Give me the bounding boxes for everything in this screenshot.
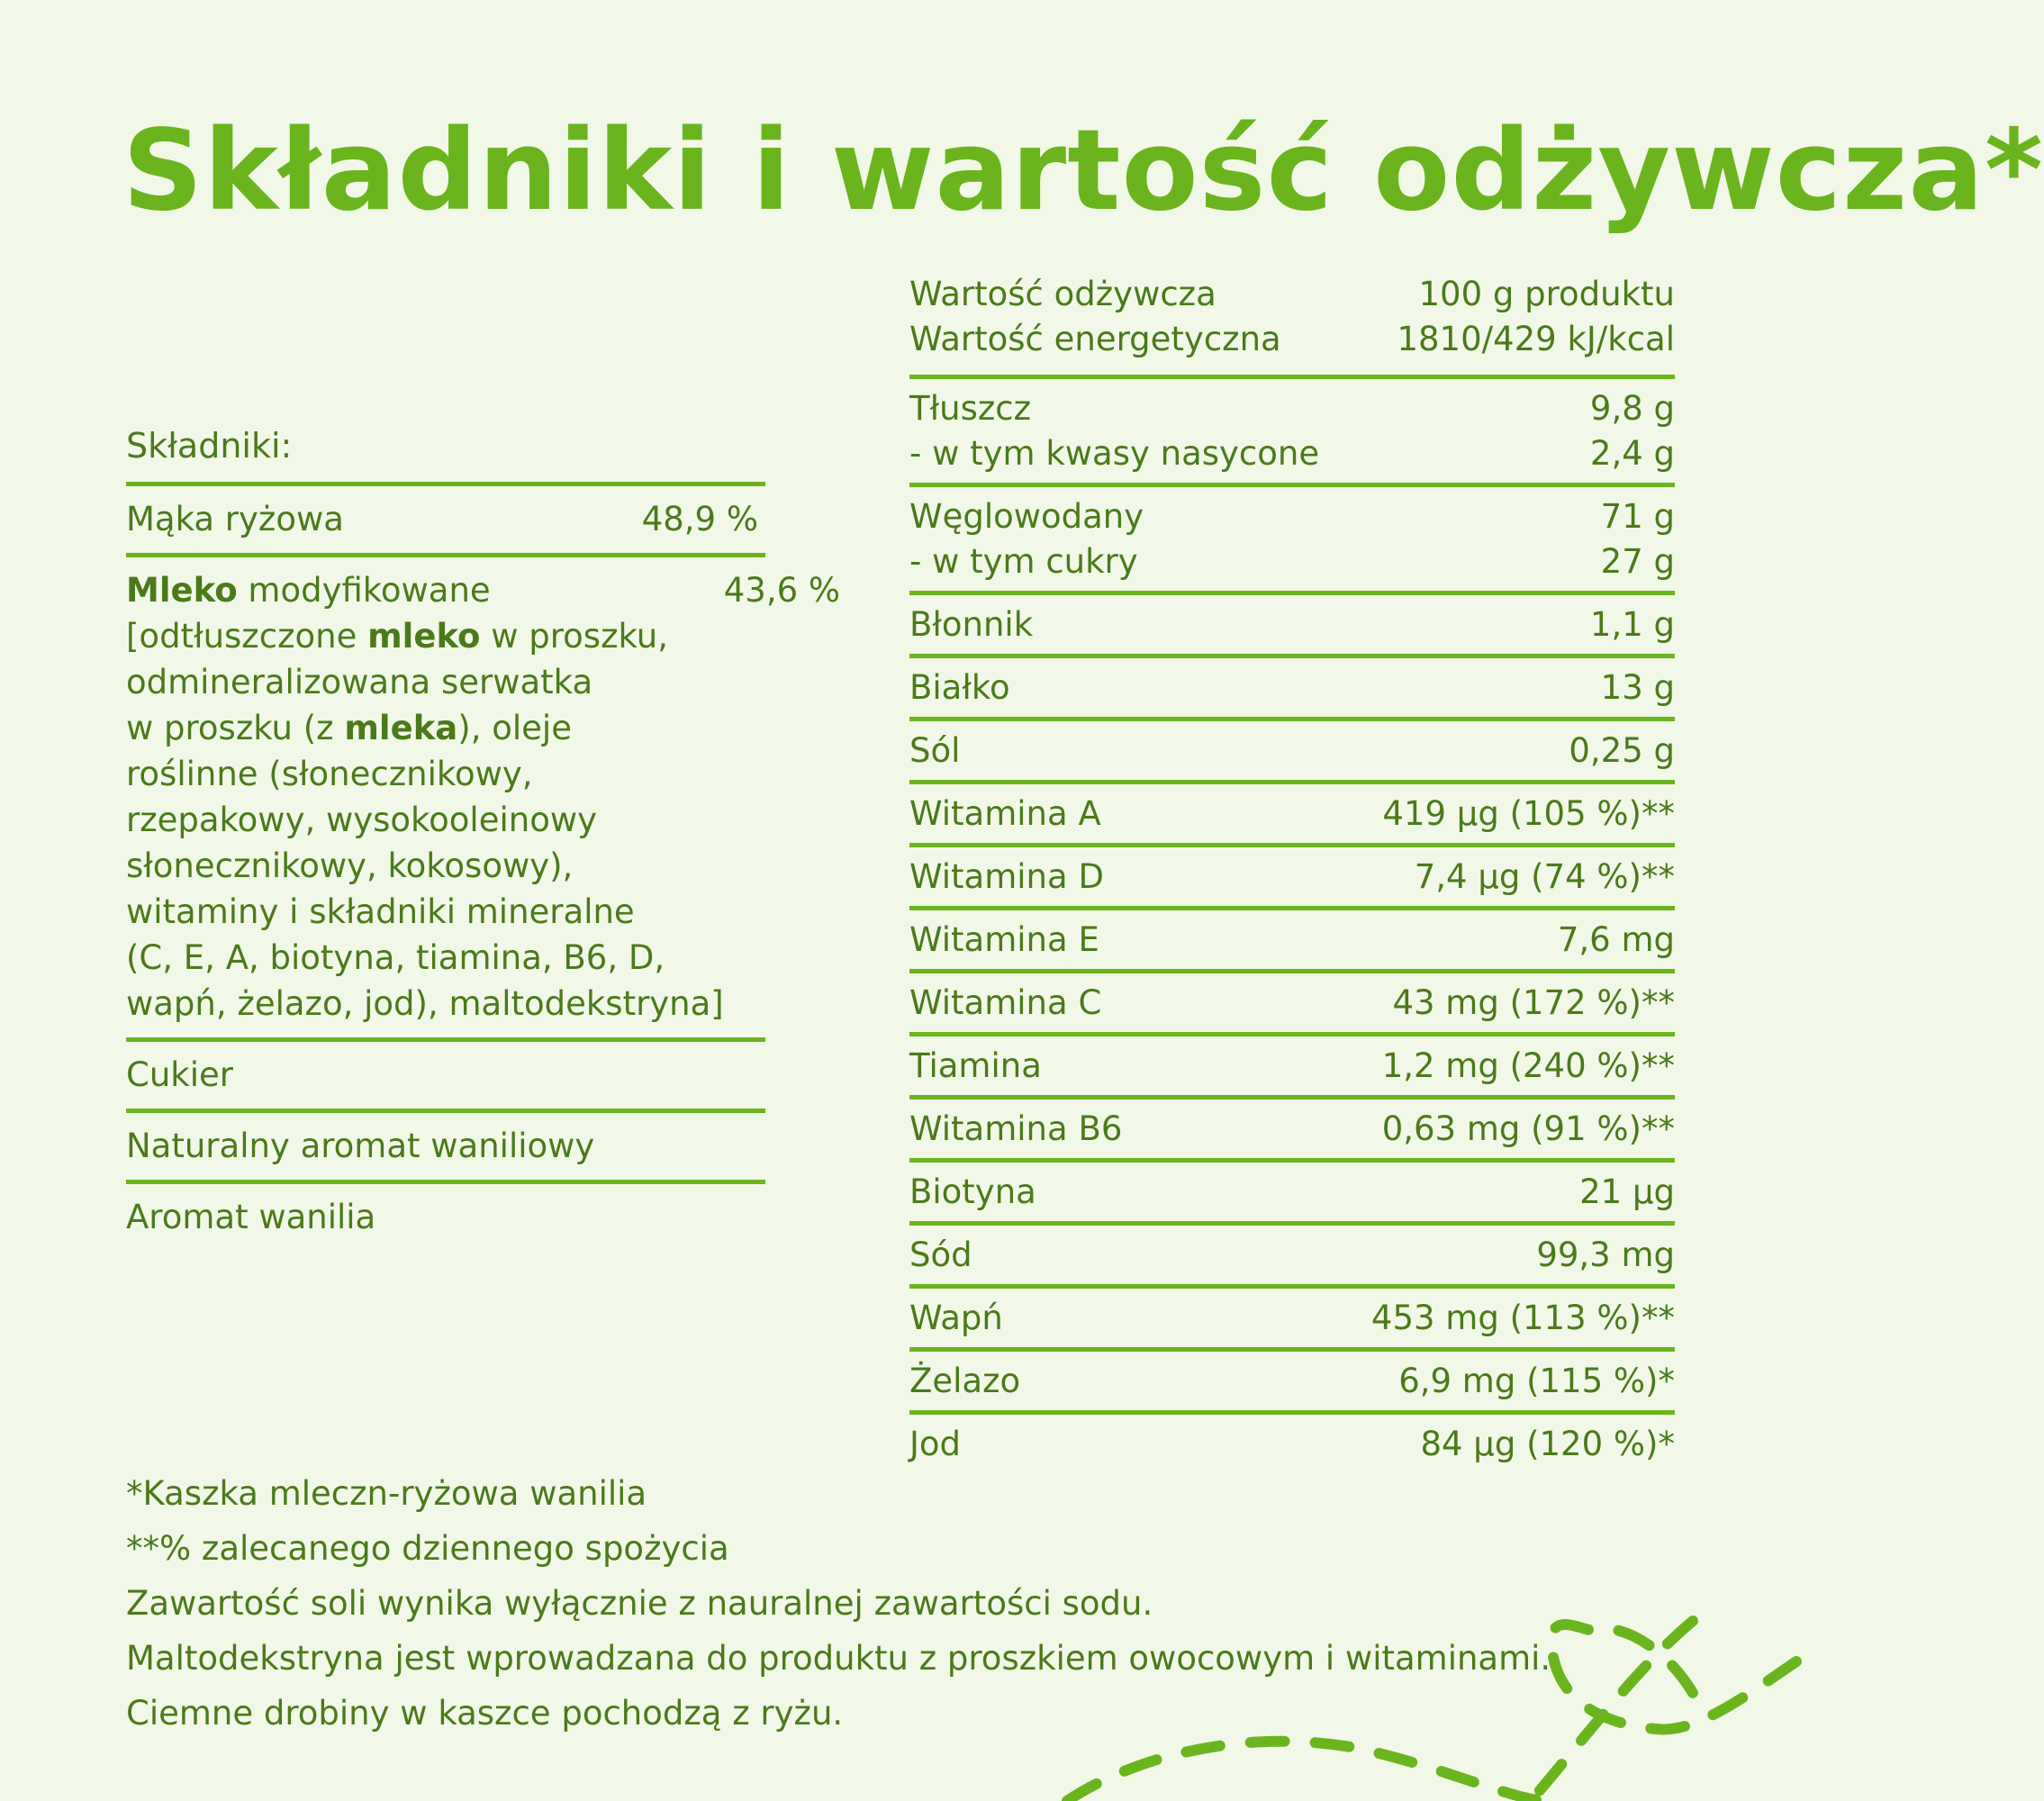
- nutrition-value: 0,25 g: [1569, 731, 1675, 770]
- ingredients-label: Składniki:: [126, 419, 765, 486]
- footnote: Ciemne drobiny w kaszce pochodzą z ryżu.: [126, 1694, 844, 1733]
- ingredient-detail-line: rzepakowy, wysokooleinowy: [126, 801, 598, 839]
- footnote: Maltodekstryna jest wprowadzana do produktu z proszkiem owocowym i witaminami.: [126, 1639, 1551, 1678]
- nutrition-value: 27 g: [1600, 542, 1675, 581]
- ingredient-detail-line: wapń, żelazo, jod), maltodekstryna]: [126, 984, 724, 1023]
- nutrition-value: 71 g: [1600, 497, 1675, 536]
- nutrition-label: - w tym kwasy nasycone: [909, 434, 1320, 473]
- nutrition-label: Sód: [909, 1235, 972, 1274]
- ingredient-name: Naturalny aromat waniliowy: [126, 1127, 595, 1165]
- nutrition-label: Biotyna: [909, 1172, 1036, 1211]
- ingredient-name: Aromat wanilia: [126, 1198, 376, 1236]
- nutrition-value: 13 g: [1600, 668, 1675, 707]
- nutrition-label: Witamina E: [909, 920, 1099, 959]
- ingredient-name: Cukier: [126, 1055, 233, 1094]
- nutrition-value: 99,3 mg: [1536, 1235, 1675, 1274]
- allergen-text: Mleko: [126, 571, 238, 610]
- footnote: *Kaszka mleczn-ryżowa wanilia: [126, 1474, 647, 1513]
- nutrition-value: 6,9 mg (115 %)*: [1398, 1362, 1675, 1400]
- ingredient-detail-line: (C, E, A, biotyna, tiamina, B6, D,: [126, 938, 665, 977]
- nutrition-value: 1,1 g: [1589, 605, 1675, 644]
- nutrition-value: 43 mg (172 %)**: [1392, 983, 1675, 1022]
- ingredient-detail-line: [odtłuszczone mleko w proszku,: [126, 617, 668, 656]
- nutrition-value: 9,8 g: [1589, 389, 1675, 428]
- footnote: Zawartość soli wynika wyłącznie z nauralnej zawartości sodu.: [126, 1584, 1153, 1623]
- nutrition-label: Węglowodany: [909, 497, 1144, 536]
- nutrition-value: 21 µg: [1579, 1172, 1675, 1211]
- nutrition-label: - w tym cukry: [909, 542, 1138, 581]
- ingredient-detail-line: witaminy i składniki mineralne: [126, 892, 635, 931]
- footnote: **% zalecanego dziennego spożycia: [126, 1529, 729, 1568]
- nutrition-label: Wartość energetyczna: [909, 320, 1281, 358]
- ingredient-percent: 43,6 %: [723, 571, 841, 610]
- nutrition-value: 419 µg (105 %)**: [1382, 794, 1675, 833]
- nutrition-label: Witamina A: [909, 794, 1101, 833]
- nutrition-label: Błonnik: [909, 605, 1034, 644]
- nutrition-label: Wapń: [909, 1299, 1003, 1337]
- nutrition-value: 100 g produktu: [1418, 275, 1675, 313]
- nutrition-label: Jod: [909, 1425, 962, 1463]
- nutrition-label: Wartość odżywcza: [909, 275, 1216, 313]
- nutrition-value: 84 µg (120 %)*: [1420, 1425, 1675, 1463]
- page-title: Składniki i wartość odżywcza*: [122, 106, 2044, 236]
- nutrition-value: 1810/429 kJ/kcal: [1397, 320, 1675, 358]
- nutrition-label: Witamina C: [909, 983, 1102, 1022]
- nutrition-label: Tłuszcz: [909, 389, 1032, 428]
- ingredient-name: Mąka ryżowa: [126, 500, 344, 538]
- ingredient-percent: 48,9 %: [641, 500, 758, 538]
- ingredient-detail-line: w proszku (z mleka), oleje: [126, 709, 572, 747]
- nutrition-label: Sól: [909, 731, 961, 770]
- nutrition-value: 453 mg (113 %)**: [1370, 1299, 1675, 1337]
- nutrition-label: Białko: [909, 668, 1010, 707]
- nutrition-label: Tiamina: [909, 1046, 1042, 1085]
- nutrition-value: 0,63 mg (91 %)**: [1381, 1109, 1675, 1148]
- ingredient-detail-line: odmineralizowana serwatka: [126, 663, 593, 701]
- allergen-text: mleka: [344, 709, 458, 747]
- nutrition-value: 2,4 g: [1589, 434, 1675, 473]
- nutrition-value: 7,4 µg (74 %)**: [1414, 857, 1675, 896]
- nutrition-label: Żelazo: [909, 1362, 1021, 1400]
- ingredient-detail-line: słonecznikowy, kokosowy),: [126, 846, 574, 885]
- nutrition-value: 1,2 mg (240 %)**: [1381, 1046, 1675, 1085]
- nutrition-label: Witamina B6: [909, 1109, 1123, 1148]
- nutrition-value: 7,6 mg: [1557, 920, 1675, 959]
- ingredient-name: Mleko modyfikowane: [126, 571, 491, 610]
- nutrition-label: Witamina D: [909, 857, 1104, 896]
- ingredient-detail-line: roślinne (słonecznikowy,: [126, 755, 533, 793]
- allergen-text: mleko: [367, 617, 481, 656]
